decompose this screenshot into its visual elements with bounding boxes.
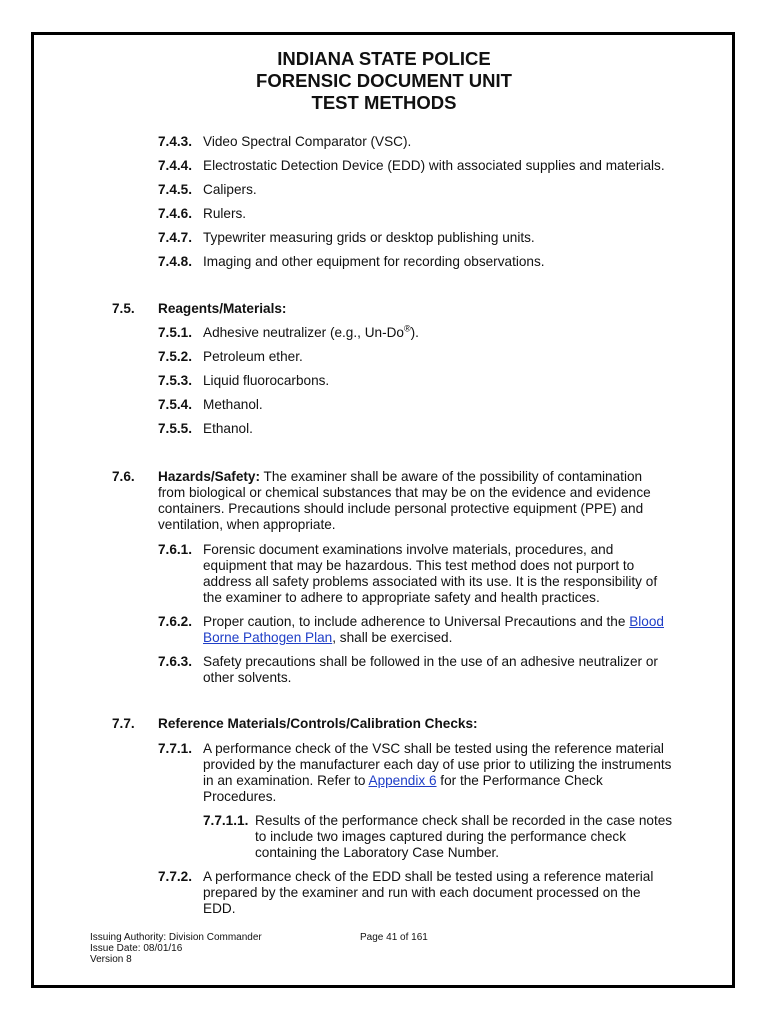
item-text-main: Adhesive neutralizer (e.g., Un-Do [203,325,404,340]
item-number: 7.6.1. [158,542,193,557]
item-text-post: for the Performance Check Procedures. [203,773,603,804]
item-number: 7.6.3. [158,654,193,669]
section-title: Hazards/Safety: [158,469,260,484]
version: Version 8 [90,954,132,965]
item-text: A performance check of the EDD shall be tested using a reference material prepared by the examiner and run with each document processed on the EDD. [203,869,654,916]
item-number: 7.7.1. [158,741,193,756]
footer-left [90,932,262,965]
item-number: 7.5.4. [158,397,193,412]
item-number: 7.7.1.1. [203,813,249,828]
item-number: 7.7.2. [158,869,193,884]
header-line-3: TEST METHODS [311,92,457,113]
item-number: 7.6.2. [158,614,193,629]
hazards-paragraph [158,469,673,533]
item-text-pre: Proper caution, to include adherence to Universal Precautions and the [203,614,630,629]
item-number: 7.5.1. [158,325,193,340]
issue-date: Issue Date: 08/01/16 [90,943,183,954]
item-text-post: , shall be exercised. [332,630,453,645]
registered-mark: ® [403,323,411,334]
item-text: Forensic document examinations involve materials, procedures, and equipment that may be hazardous. This test method does not purport to address all safety problems associated with its use. It is the responsibility of the examiner to adhere to appropriate safety and health practices. [203,542,658,605]
section-number: 7.5. [112,301,135,316]
item-number: 7.4.5. [158,182,193,197]
header-line-1: INDIANA STATE POLICE [277,48,491,69]
item-text: Video Spectral Comparator (VSC). [203,134,412,149]
page-number: Page 41 of 161 [360,932,428,943]
item-text: Liquid fluorocarbons. [203,373,330,388]
item-text: Safety precautions shall be followed in the use of an adhesive neutralizer or other solvents. [203,654,658,685]
item-text: Imaging and other equipment for recording observations. [203,254,545,269]
hazards-text: The examiner shall be aware of the possibility of contamination from biological or chemical substances that may be on the evidence and evidence containers. Precautions should include personal protective equipment (PPE) and ventilation, when appropriate. [158,469,651,532]
section-title: Reagents/Materials: [158,301,287,316]
blood-borne-pathogen-plan-link[interactable]: Blood Borne Pathogen Plan [203,614,664,645]
appendix-6-link[interactable]: Appendix 6 [368,773,437,788]
item-number: 7.5.2. [158,349,193,364]
header-line-2: FORENSIC DOCUMENT UNIT [256,70,512,91]
item-text: Results of the performance check shall be recorded in the case notes to include two images captured during the performance check containing the Laboratory Case Number. [255,813,673,860]
item-text [203,741,673,805]
item-text: Electrostatic Detection Device (EDD) with associated supplies and materials. [203,158,665,173]
issuing-authority: Issuing Authority: Division Commander [90,932,262,943]
item-text: Ethanol. [203,421,253,436]
item-number: 7.5.3. [158,373,193,388]
section-title: Reference Materials/Controls/Calibration Checks: [158,716,478,731]
section-number: 7.7. [112,716,135,731]
item-number: 7.4.6. [158,206,193,221]
item-number: 7.4.4. [158,158,193,173]
item-text: Methanol. [203,397,263,412]
item-text [203,325,419,341]
item-number: 7.4.8. [158,254,193,269]
item-text: Petroleum ether. [203,349,303,364]
section-number: 7.6. [112,469,135,484]
item-number: 7.4.3. [158,134,193,149]
item-number: 7.5.5. [158,421,193,436]
page-header [0,48,768,114]
item-text-end: ). [410,325,419,340]
item-text [203,614,673,646]
item-text-pre: A performance check of the VSC shall be tested using the reference material provided by the manufacturer each day of use prior to utilizing the instruments in an examination. Refer to [203,741,672,788]
item-text: Calipers. [203,182,257,197]
item-text: Rulers. [203,206,247,221]
item-number: 7.4.7. [158,230,193,245]
item-text: Typewriter measuring grids or desktop publishing units. [203,230,535,245]
